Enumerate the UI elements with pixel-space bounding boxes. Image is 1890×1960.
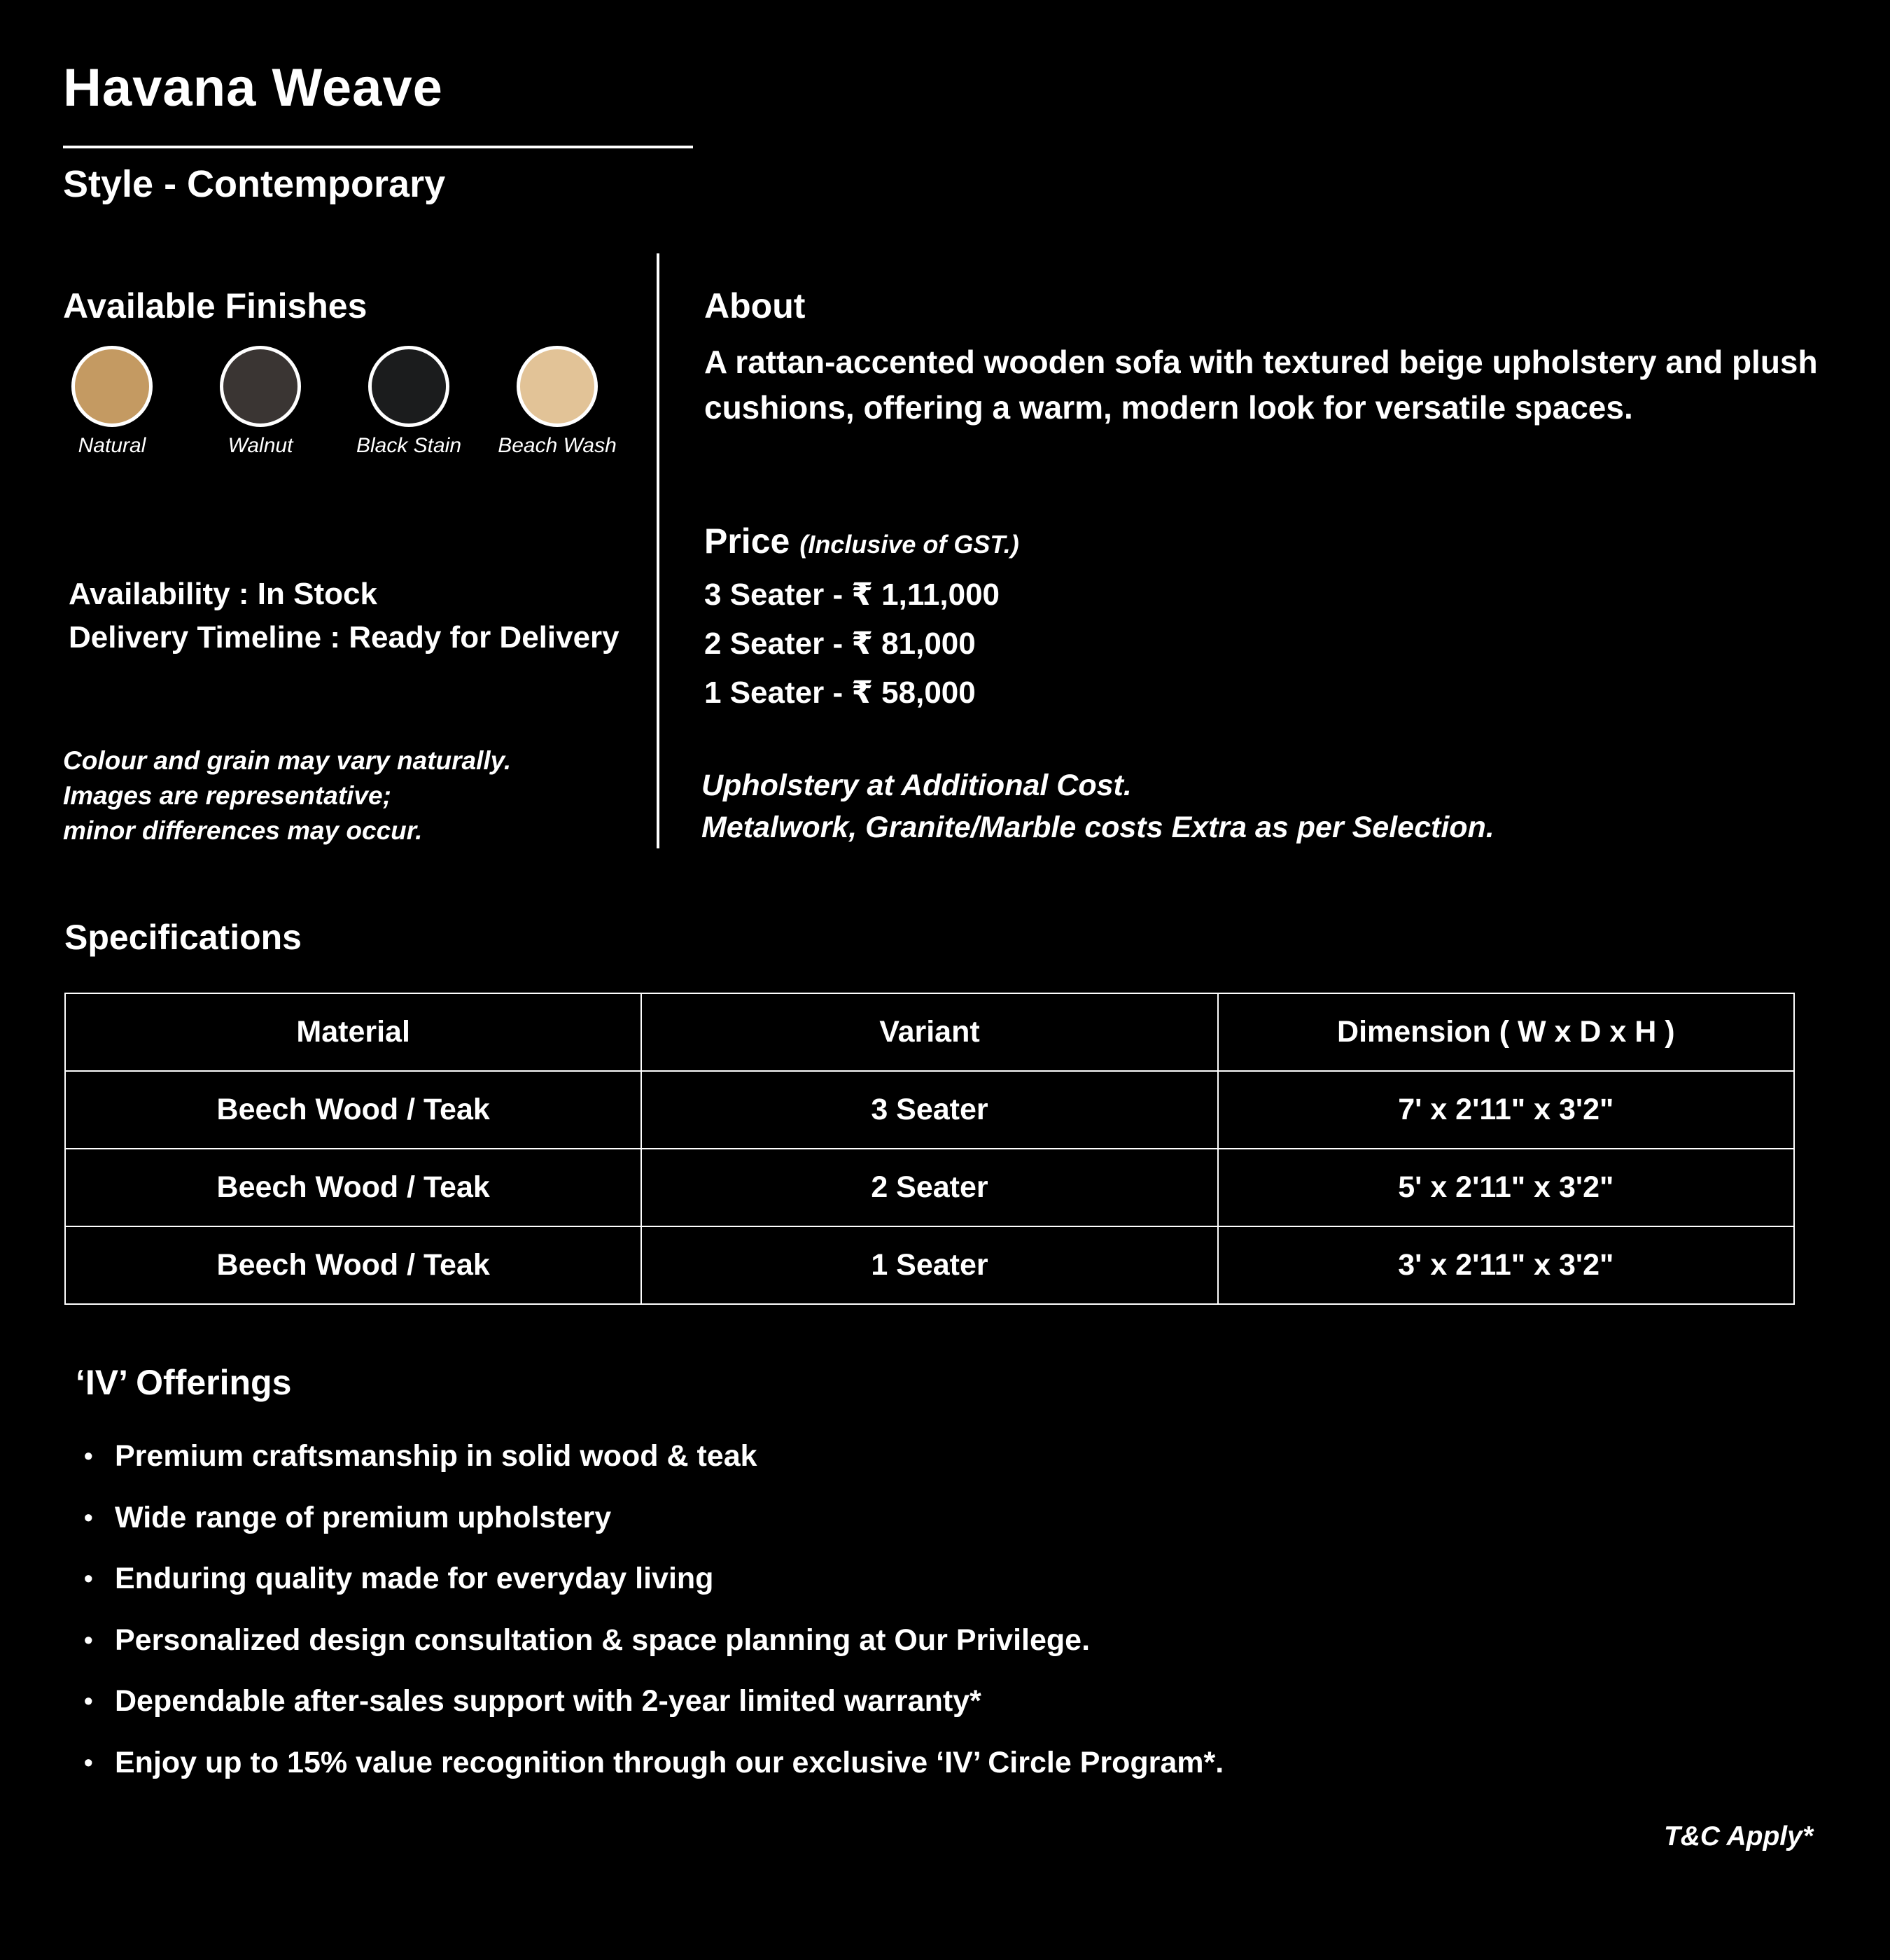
finish-label: Walnut	[227, 434, 293, 457]
table-cell: 3 Seater	[641, 1071, 1217, 1149]
price-gst-note: (Inclusive of GST.)	[799, 530, 1019, 559]
extra-costs-note	[701, 764, 1494, 848]
table-row	[65, 1226, 1794, 1304]
table-header-row	[65, 993, 1794, 1071]
title-divider	[63, 146, 693, 148]
about-heading: About	[704, 286, 806, 326]
style-label: Style - Contemporary	[63, 163, 446, 205]
availability-status: Availability : In Stock	[69, 577, 377, 611]
table-cell: Beech Wood / Teak	[65, 1149, 641, 1226]
table-cell: 3' x 2'11" x 3'2"	[1218, 1226, 1794, 1304]
note-line: Images are representative;	[63, 781, 391, 810]
availability-block	[69, 573, 620, 659]
finish-label: Natural	[78, 434, 146, 457]
extra-line: Upholstery at Additional Cost.	[701, 769, 1132, 802]
price-heading	[704, 521, 1019, 561]
table-cell: Beech Wood / Teak	[65, 1071, 641, 1149]
table-cell: 1 Seater	[641, 1226, 1217, 1304]
list-item: • Enjoy up to 15% value recognition through our exclusive ‘IV’ Circle Program*.	[84, 1735, 1224, 1796]
finish-swatch	[220, 346, 301, 427]
list-item: • Premium craftsmanship in solid wood & teak	[84, 1428, 1224, 1490]
price-label: Price	[704, 522, 790, 561]
list-item: • Personalized design consultation & space planning at Our Privilege.	[84, 1612, 1224, 1674]
finish-swatch	[368, 346, 449, 427]
list-item: • Enduring quality made for everyday living	[84, 1550, 1224, 1612]
offerings-list	[84, 1428, 1224, 1796]
table-row	[65, 1149, 1794, 1226]
finish-black-stain[interactable]	[339, 346, 479, 458]
terms-note: T&C Apply*	[1663, 1821, 1813, 1851]
finish-walnut[interactable]	[190, 346, 330, 458]
finish-label: Black Stain	[356, 434, 462, 457]
finish-label: Beach Wash	[498, 434, 617, 457]
about-description: A rattan-accented wooden sofa with textured beige upholstery and plush cushions, offering a warm, modern look for versatile spaces.	[704, 344, 1818, 426]
finishes-heading: Available Finishes	[63, 286, 368, 326]
column-header: Dimension ( W x D x H )	[1218, 993, 1794, 1071]
extra-line: Metalwork, Granite/Marble costs Extra as per Selection.	[701, 811, 1494, 844]
list-item: • Wide range of premium upholstery	[84, 1490, 1224, 1551]
disclaimer-note	[63, 743, 511, 848]
finish-natural[interactable]	[42, 346, 182, 458]
table-cell: 2 Seater	[641, 1149, 1217, 1226]
table-cell: 7' x 2'11" x 3'2"	[1218, 1071, 1794, 1149]
note-line: minor differences may occur.	[63, 816, 423, 845]
price-list	[704, 570, 1000, 718]
specifications-heading: Specifications	[64, 918, 302, 957]
delivery-timeline: Delivery Timeline : Ready for Delivery	[69, 620, 620, 654]
product-title: Havana Weave	[63, 58, 443, 118]
offerings-heading: ‘IV’ Offerings	[76, 1363, 292, 1402]
note-line: Colour and grain may vary naturally.	[63, 746, 512, 775]
table-cell: 5' x 2'11" x 3'2"	[1218, 1149, 1794, 1226]
column-header: Variant	[641, 993, 1217, 1071]
column-header: Material	[65, 993, 641, 1071]
finish-beach-wash[interactable]	[487, 346, 627, 458]
table-row	[65, 1071, 1794, 1149]
list-item: • Dependable after-sales support with 2-year limited warranty*	[84, 1673, 1224, 1735]
price-item: 3 Seater - ₹ 1,11,000	[704, 578, 1000, 612]
specifications-table	[64, 993, 1795, 1305]
column-divider	[657, 253, 659, 848]
price-item: 1 Seater - ₹ 58,000	[704, 676, 976, 710]
price-item: 2 Seater - ₹ 81,000	[704, 626, 976, 661]
table-cell: Beech Wood / Teak	[65, 1226, 641, 1304]
finish-swatch	[517, 346, 598, 427]
finish-swatch	[71, 346, 153, 427]
